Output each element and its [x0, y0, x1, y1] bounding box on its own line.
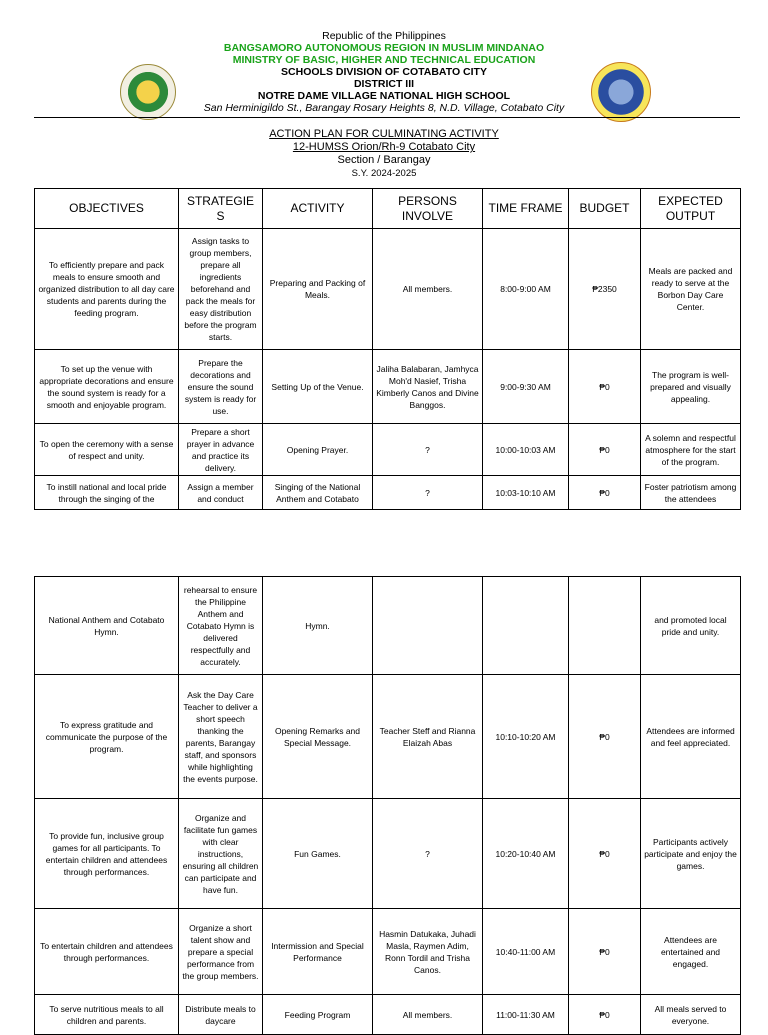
table-row: [35, 350, 741, 424]
output-cell: Participants actively participate and enjoy the games.: [641, 799, 741, 909]
activity-cell: Hymn.: [263, 577, 373, 675]
column-header: OBJECTIVES: [35, 189, 179, 229]
objective-cell: To provide fun, inclusive group games for all participants. To entertain children and attendees through performances.: [35, 799, 179, 909]
action-plan-table-page-2: [34, 576, 741, 1035]
output-cell: and promoted local pride and unity.: [641, 577, 741, 675]
strategy-cell: Prepare the decorations and ensure the sound system is ready for use.: [179, 350, 263, 424]
ministry-line: MINISTRY OF BASIC, HIGHER AND TECHNICAL EDUCATION: [232, 54, 536, 66]
objective-cell: To express gratitude and communicate the purpose of the program.: [35, 675, 179, 799]
activity-cell: Singing of the National Anthem and Cotabato: [263, 476, 373, 510]
output-cell: Foster patriotism among the attendees: [641, 476, 741, 510]
budget-cell: ₱0: [569, 799, 641, 909]
output-cell: A solemn and respectful atmosphere for the start of the program.: [641, 424, 741, 476]
persons-cell: Jaliha Balabaran, Jamhyca Moh'd Nasief, Trisha Kimberly Canos and Divine Banggos.: [373, 350, 483, 424]
table-row: [35, 909, 741, 995]
table-row: [35, 675, 741, 799]
activity-cell: Intermission and Special Performance: [263, 909, 373, 995]
budget-cell: ₱2350: [569, 229, 641, 350]
activity-cell: Opening Prayer.: [263, 424, 373, 476]
persons-cell: ?: [373, 476, 483, 510]
table-row: [35, 577, 741, 675]
table-row: [35, 229, 741, 350]
strategy-cell: rehearsal to ensure the Philippine Anthem and Cotabato Hymn is delivered respectfully and accurately.: [179, 577, 263, 675]
time-cell: 11:00-11:30 AM: [483, 995, 569, 1035]
school-name: NOTRE DAME VILLAGE NATIONAL HIGH SCHOOL: [257, 90, 511, 102]
republic-line: Republic of the Philippines: [322, 30, 446, 42]
persons-cell: Hasmin Datukaka, Juhadi Masla, Raymen Adim, Ronn Tordil and Trisha Canos.: [373, 909, 483, 995]
class-line: 12-HUMSS Orion/Rh-9 Cotabato City: [292, 141, 476, 153]
objective-cell: To set up the venue with appropriate decorations and ensure the sound system is ready for a smooth and enjoyable program.: [35, 350, 179, 424]
document-header: [0, 30, 768, 114]
persons-cell: ?: [373, 424, 483, 476]
column-header: TIME FRAME: [483, 189, 569, 229]
document-title-block: [0, 128, 768, 180]
column-header: STRATEGIE S: [179, 189, 263, 229]
column-header: EXPECTED OUTPUT: [641, 189, 741, 229]
activity-cell: Fun Games.: [263, 799, 373, 909]
table-row: [35, 424, 741, 476]
objective-cell: To open the ceremony with a sense of respect and unity.: [35, 424, 179, 476]
objective-cell: To efficiently prepare and pack meals to ensure smooth and organized distribution to all day care students and parents during the feeding program.: [35, 229, 179, 350]
school-year: S.Y. 2024-2025: [351, 168, 417, 179]
table-row: [35, 799, 741, 909]
budget-cell: ₱0: [569, 476, 641, 510]
time-cell: 10:10-10:20 AM: [483, 675, 569, 799]
output-cell: All meals served to everyone.: [641, 995, 741, 1035]
division-line: SCHOOLS DIVISION OF COTABATO CITY: [281, 66, 487, 78]
strategy-cell: Assign a member and conduct: [179, 476, 263, 510]
persons-cell: All members.: [373, 229, 483, 350]
persons-cell: [373, 577, 483, 675]
action-plan-table-page-1: [34, 188, 741, 510]
objective-cell: To entertain children and attendees through performances.: [35, 909, 179, 995]
time-cell: 10:20-10:40 AM: [483, 799, 569, 909]
activity-cell: Feeding Program: [263, 995, 373, 1035]
column-header: BUDGET: [569, 189, 641, 229]
school-address: San Herminigildo St., Barangay Rosary Heights 8, N.D. Village, Cotabato City: [203, 102, 565, 114]
time-cell: 10:40-11:00 AM: [483, 909, 569, 995]
strategy-cell: Ask the Day Care Teacher to deliver a short speech thanking the parents, Barangay staff, and sponsors while highlighting the events purpose.: [179, 675, 263, 799]
objective-cell: National Anthem and Cotabato Hymn.: [35, 577, 179, 675]
column-header: ACTIVITY: [263, 189, 373, 229]
output-cell: Attendees are informed and feel appreciated.: [641, 675, 741, 799]
budget-cell: [569, 577, 641, 675]
persons-cell: Teacher Steff and Rianna Elaizah Abas: [373, 675, 483, 799]
time-cell: 8:00-9:00 AM: [483, 229, 569, 350]
budget-cell: ₱0: [569, 350, 641, 424]
district-line: DISTRICT III: [353, 78, 415, 90]
time-cell: 10:03-10:10 AM: [483, 476, 569, 510]
time-cell: 9:00-9:30 AM: [483, 350, 569, 424]
persons-cell: All members.: [373, 995, 483, 1035]
persons-cell: ?: [373, 799, 483, 909]
strategy-cell: Prepare a short prayer in advance and practice its delivery.: [179, 424, 263, 476]
table-header-row: [35, 189, 741, 229]
region-line: BANGSAMORO AUTONOMOUS REGION IN MUSLIM MINDANAO: [223, 42, 545, 54]
budget-cell: ₱0: [569, 995, 641, 1035]
table-row: [35, 995, 741, 1035]
activity-cell: Setting Up of the Venue.: [263, 350, 373, 424]
strategy-cell: Organize and facilitate fun games with clear instructions, ensuring all children can participate and have fun.: [179, 799, 263, 909]
budget-cell: ₱0: [569, 909, 641, 995]
plan-title: ACTION PLAN FOR CULMINATING ACTIVITY: [269, 128, 499, 140]
output-cell: Attendees are entertained and engaged.: [641, 909, 741, 995]
activity-cell: Preparing and Packing of Meals.: [263, 229, 373, 350]
output-cell: The program is well-prepared and visually appealing.: [641, 350, 741, 424]
budget-cell: ₱0: [569, 424, 641, 476]
table-row: [35, 476, 741, 510]
budget-cell: ₱0: [569, 675, 641, 799]
objective-cell: To serve nutritious meals to all children and parents.: [35, 995, 179, 1035]
header-divider: [34, 117, 740, 118]
strategy-cell: Organize a short talent show and prepare a special performance from the group members.: [179, 909, 263, 995]
strategy-cell: Assign tasks to group members, prepare all ingredients beforehand and pack the meals for easy distribution before the program starts.: [179, 229, 263, 350]
activity-cell: Opening Remarks and Special Message.: [263, 675, 373, 799]
column-header: PERSONS INVOLVE: [373, 189, 483, 229]
time-cell: 10:00-10:03 AM: [483, 424, 569, 476]
objective-cell: To instill national and local pride through the singing of the: [35, 476, 179, 510]
time-cell: [483, 577, 569, 675]
section-line: Section / Barangay: [337, 154, 431, 166]
output-cell: Meals are packed and ready to serve at the Borbon Day Care Center.: [641, 229, 741, 350]
strategy-cell: Distribute meals to daycare: [179, 995, 263, 1035]
